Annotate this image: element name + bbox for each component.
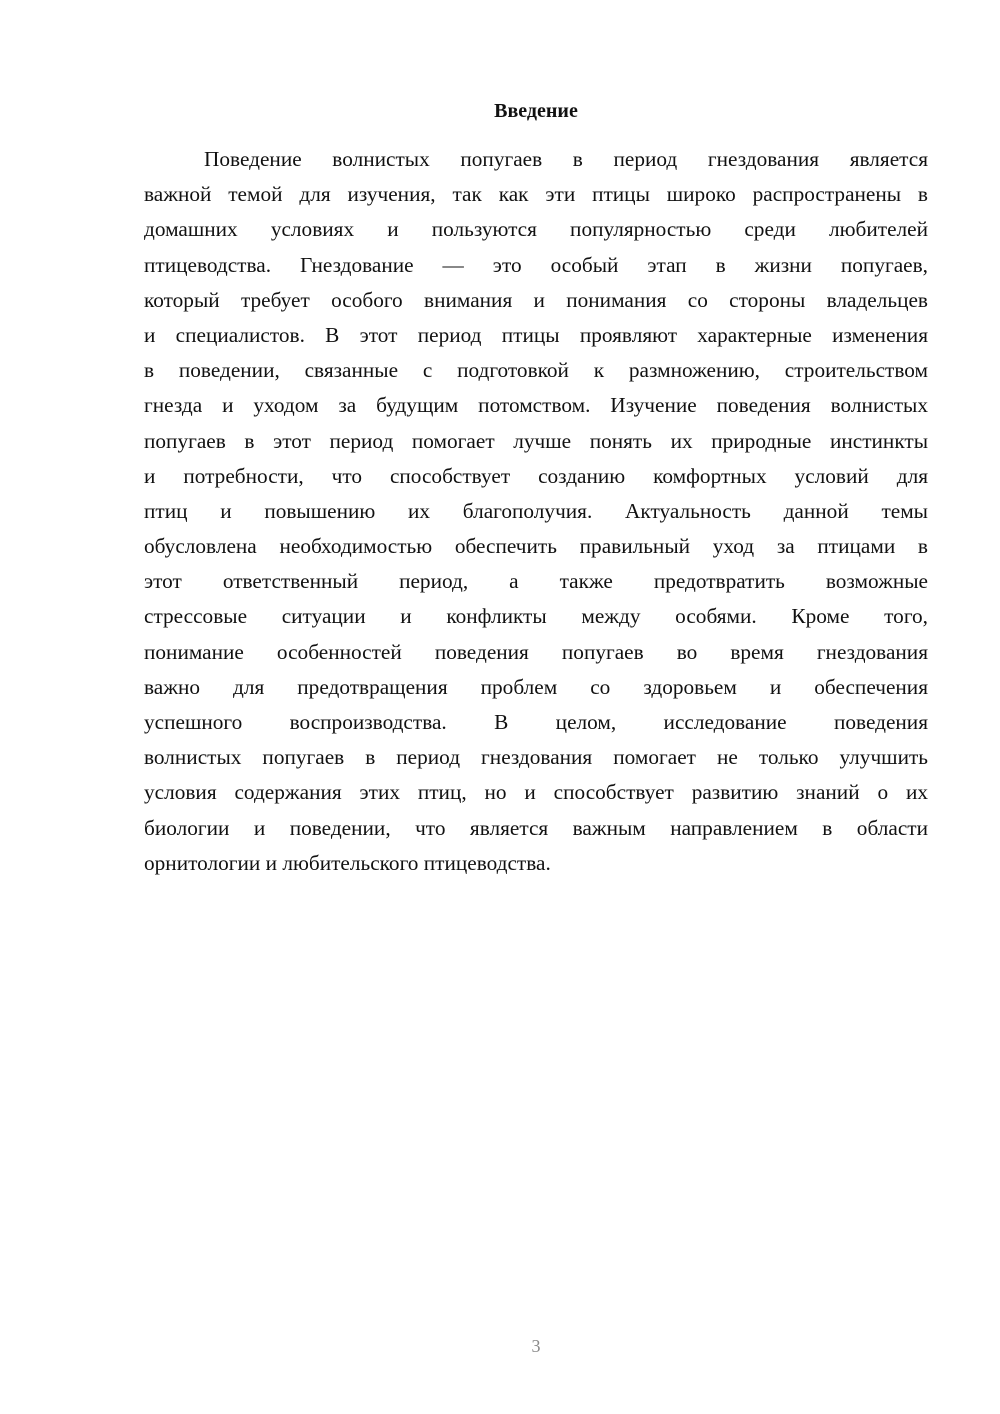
paragraph-line: важно для предотвращения проблем со здоровьем и обеспечения bbox=[144, 674, 928, 699]
paragraph-line: Поведение волнистых попугаев в период гнездования является bbox=[204, 147, 928, 171]
paragraph-line: обусловлена необходимостью обеспечить правильный уход за птицами в bbox=[144, 534, 928, 559]
paragraph-line: птиц и повышению их благополучия. Актуальность данной темы bbox=[144, 498, 928, 523]
paragraph-line: и специалистов. В этот период птицы проявляют характерные изменения bbox=[144, 322, 928, 347]
paragraph-line: успешного воспроизводства. В целом, исследование поведения bbox=[144, 710, 928, 734]
paragraph-line: и потребности, что способствует созданию комфортных условий для bbox=[144, 463, 928, 488]
paragraph-line: волнистых попугаев в период гнездования помогает не только улучшить bbox=[144, 745, 928, 770]
paragraph-line: биологии и поведении, что является важным направлением в области bbox=[144, 815, 928, 840]
page-number: 3 bbox=[531, 1336, 541, 1356]
paragraph-line: который требует особого внимания и понимания со стороны владельцев bbox=[144, 287, 928, 312]
paragraph-line: в поведении, связанные с подготовкой к размножению, строительством bbox=[144, 358, 928, 383]
paragraph-line: гнезда и уходом за будущим потомством. Изучение поведения волнистых bbox=[144, 393, 928, 418]
section-heading: Введение bbox=[494, 100, 578, 122]
paragraph-line: попугаев в этот период помогает лучше понять их природные инстинкты bbox=[144, 428, 928, 453]
paragraph-line: птицеводства. Гнездование — это особый этап в жизни попугаев, bbox=[144, 252, 928, 277]
introduction-paragraph bbox=[144, 142, 928, 881]
paragraph-line: этот ответственный период, а также предотвратить возможные bbox=[144, 569, 928, 594]
paragraph-line: условия содержания этих птиц, но и способствует развитию знаний о их bbox=[144, 780, 928, 805]
paragraph-line: стрессовые ситуации и конфликты между особями. Кроме того, bbox=[144, 604, 928, 629]
paragraph-line: домашних условиях и пользуются популярностью среди любителей bbox=[144, 217, 928, 242]
paragraph-line: важной темой для изучения, так как эти птицы широко распространены в bbox=[144, 182, 928, 207]
paragraph-line: орнитологии и любительского птицеводства. bbox=[144, 850, 551, 875]
paragraph-line: понимание особенностей поведения попугаев во время гнездования bbox=[144, 639, 928, 664]
